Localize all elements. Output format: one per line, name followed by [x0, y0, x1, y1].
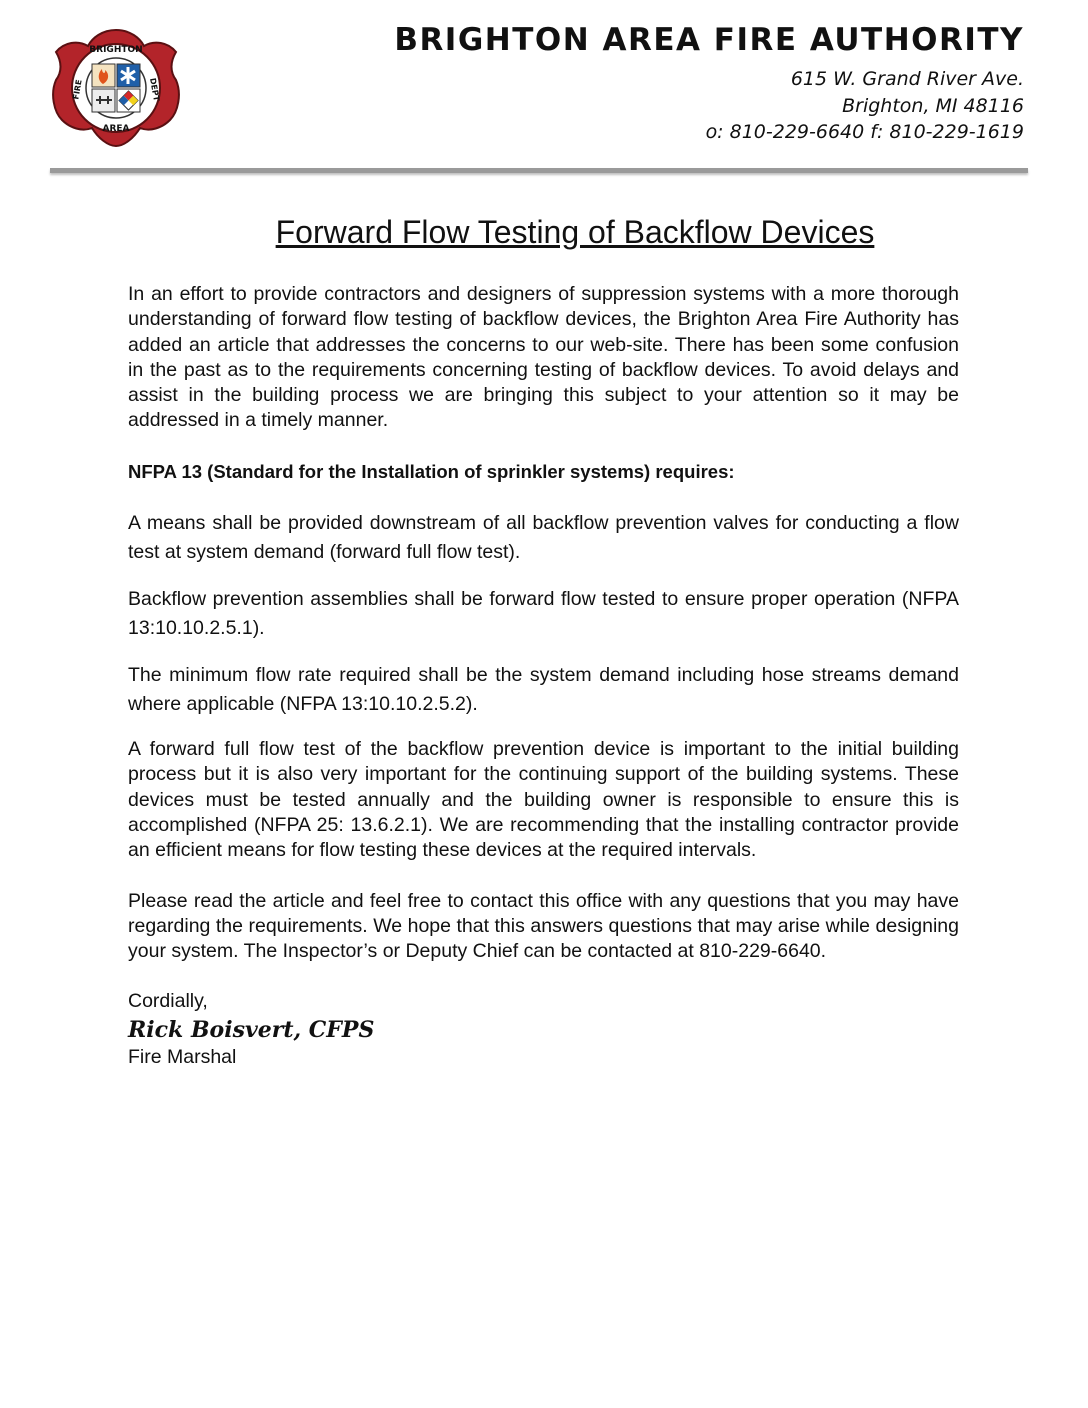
signer-title: Fire Marshal	[128, 1045, 237, 1068]
logo-text-left: FIRE	[71, 78, 84, 101]
fire-authority-logo	[42, 24, 190, 152]
requirement-paragraph-1: A means shall be provided downstream of all backflow prevention valves for conducting a flow test at system demand (forward full flow test).	[128, 512, 959, 564]
requirement-paragraph-2: Backflow prevention assemblies shall be forward flow tested to ensure proper operation (NFPA 13:10.10.2.5.1).	[128, 588, 959, 640]
nfpa13-heading: NFPA 13 (Standard for the Installation of sprinkler systems) requires:	[128, 460, 735, 482]
requirement-paragraph-3: The minimum flow rate required shall be the system demand including hose streams demand where applicable (NFPA 13:10.10.2.5.2).	[128, 664, 959, 716]
signature: Rick Boisvert, CFPS	[128, 1016, 375, 1043]
intro-paragraph: In an effort to provide contractors and designers of suppression systems with a more thorough understanding of forward flow testing of backflow devices, the Brighton Area Fire Authority has added an article that addresses the concerns to our web-site. There has been some confusion in the past as to the requirements concerning testing of backflow devices. To avoid delays and assist in the building process we are bringing this subject to your attention so it may be addressed in a timely manner.	[128, 283, 959, 432]
address-street: 615 W. Grand River Ave.	[790, 68, 1024, 90]
contact-phone-fax: o: 810-229-6640 f: 810-229-1619	[705, 121, 1024, 143]
logo-text-bottom: AREA	[102, 124, 130, 134]
organization-name: BRIGHTON AREA FIRE AUTHORITY	[394, 22, 1024, 58]
letter-body	[128, 282, 959, 1070]
header-divider	[50, 168, 1028, 173]
logo-text-right: DEPT	[147, 77, 161, 102]
closing-block	[128, 989, 959, 1070]
annual-testing-paragraph: A forward full flow test of the backflow prevention device is important to the initial building process but it is also very important for the continuing support of the building systems. These devices must be tested annually and the building owner is responsible to ensure this is accomplished (NFPA 25: 13.6.2.1). We are recommending that the installing contractor provide an efficient means for flow testing these devices at the required intervals.	[128, 738, 959, 862]
address-city: Brighton, MI 48116	[842, 95, 1024, 117]
closing: Cordially,	[128, 990, 208, 1013]
document-title: Forward Flow Testing of Backflow Devices	[275, 214, 875, 250]
logo-text-top: BRIGHTON	[89, 45, 143, 55]
contact-paragraph: Please read the article and feel free to contact this office with any questions that you may have regarding the requirements. We hope that this answers questions that may arise while designing your system. The Inspector’s or Deputy Chief can be contacted at 810-229-6640.	[128, 889, 959, 963]
